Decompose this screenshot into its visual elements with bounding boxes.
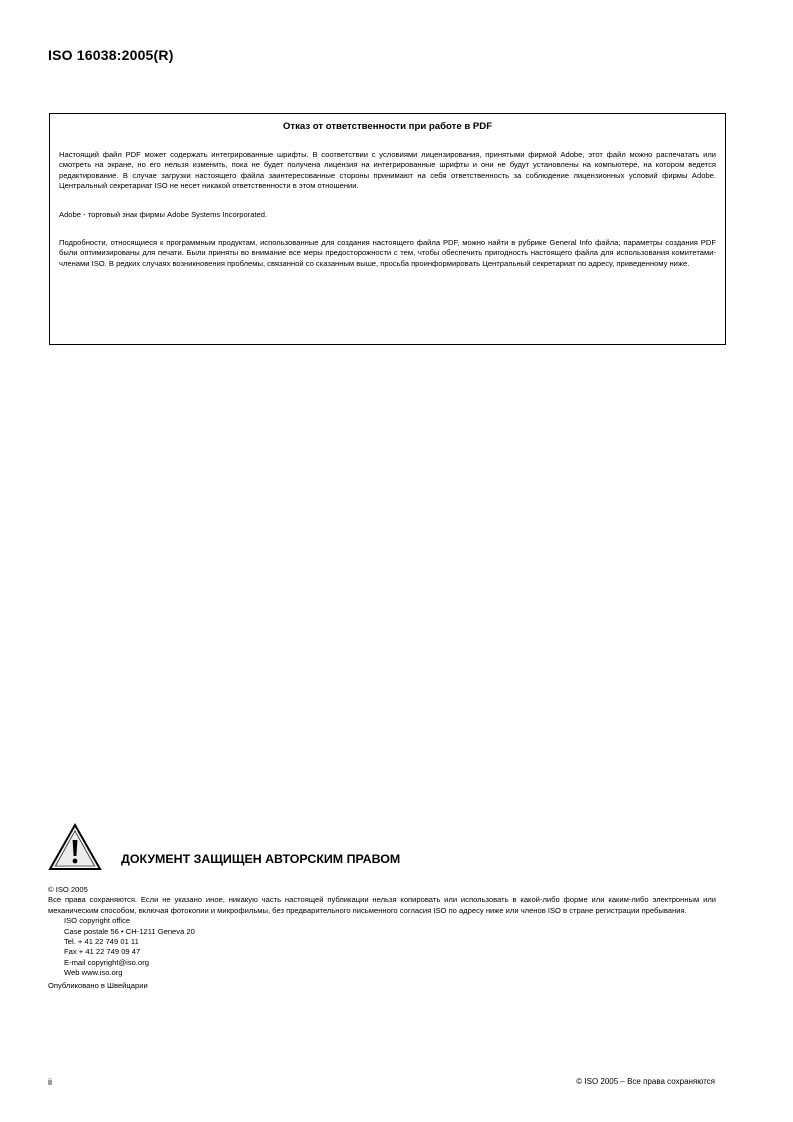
copyright-heading: ДОКУМЕНТ ЗАЩИЩЕН АВТОРСКИМ ПРАВОМ [121,852,401,866]
address-line: ISO copyright office [64,916,131,926]
document-code: ISO 16038:2005(R) [48,47,174,63]
address-line: Tel. + 41 22 749 01 11 [64,937,139,947]
disclaimer-paragraph: Adobe - торговый знак фирмы Adobe Systems Incorporated. [59,209,268,219]
disclaimer-paragraph: Настоящий файл PDF может содержать интегрированные шрифты. В соответствии с условиями лицензирования, принятыми фирмой Adobe, этот файл можно распечатать или смотреть на экране, но его нельзя изменить, пока не будет получена лицензия на интегрированные шрифты и они не будут установлены на компьютере, на котором ведется редактирование. В случае загрузки настоящего файла заинтересованные стороны принимают на себя ответственность за соблюдение лицензионных условий фирмы Adobe. Центральный секретариат ISO не несет никакой ответственности в этом отношении. [59,150,716,191]
address-web: Web www.iso.org [64,968,123,978]
pdf-disclaimer-box [49,113,726,345]
copyright-block [48,885,716,991]
footer-copyright: © ISO 2005 – Все права сохраняются [576,1077,715,1086]
address-email: E-mail copyright@iso.org [64,957,149,967]
warning-triangle-icon [48,823,102,871]
address-line: Case postale 56 • CH-1211 Geneva 20 [64,926,195,936]
published-in: Опубликовано в Швейцарии [48,980,148,990]
page-number: ii [48,1077,52,1087]
iso-address [48,916,716,978]
disclaimer-paragraph: Подробности, относящиеся к программным продуктам, использованные для создания настоящего файла PDF, можно найти в рубрике General Info файла; параметры создания PDF были оптимизированы для печати. Были приняты во внимание все меры предосторожности с тем, чтобы обеспечить пригодность настоящего файла для использования комитетами-членами ISO. В редких случаях возникновения проблемы, связанной со сказанным выше, просьба проинформировать Центральный секретариат по адресу, приведенному ниже. [59,238,716,268]
address-line: Fax + 41 22 749 09 47 [64,947,141,957]
copyright-notice: © ISO 2005 [48,885,88,894]
rights-text: Все права сохраняются. Если не указано иное, никакую часть настоящей публикации нельзя копировать или использовать в какой-либо форме или каким-либо электронным или механическим способом, включая фотокопии и микрофильмы, без предварительного письменного согласия ISO по адресу ниже или членов ISO в стране регистрации пребывания. [48,895,716,915]
disclaimer-title: Отказ от ответственности при работе в PDF [282,121,493,132]
